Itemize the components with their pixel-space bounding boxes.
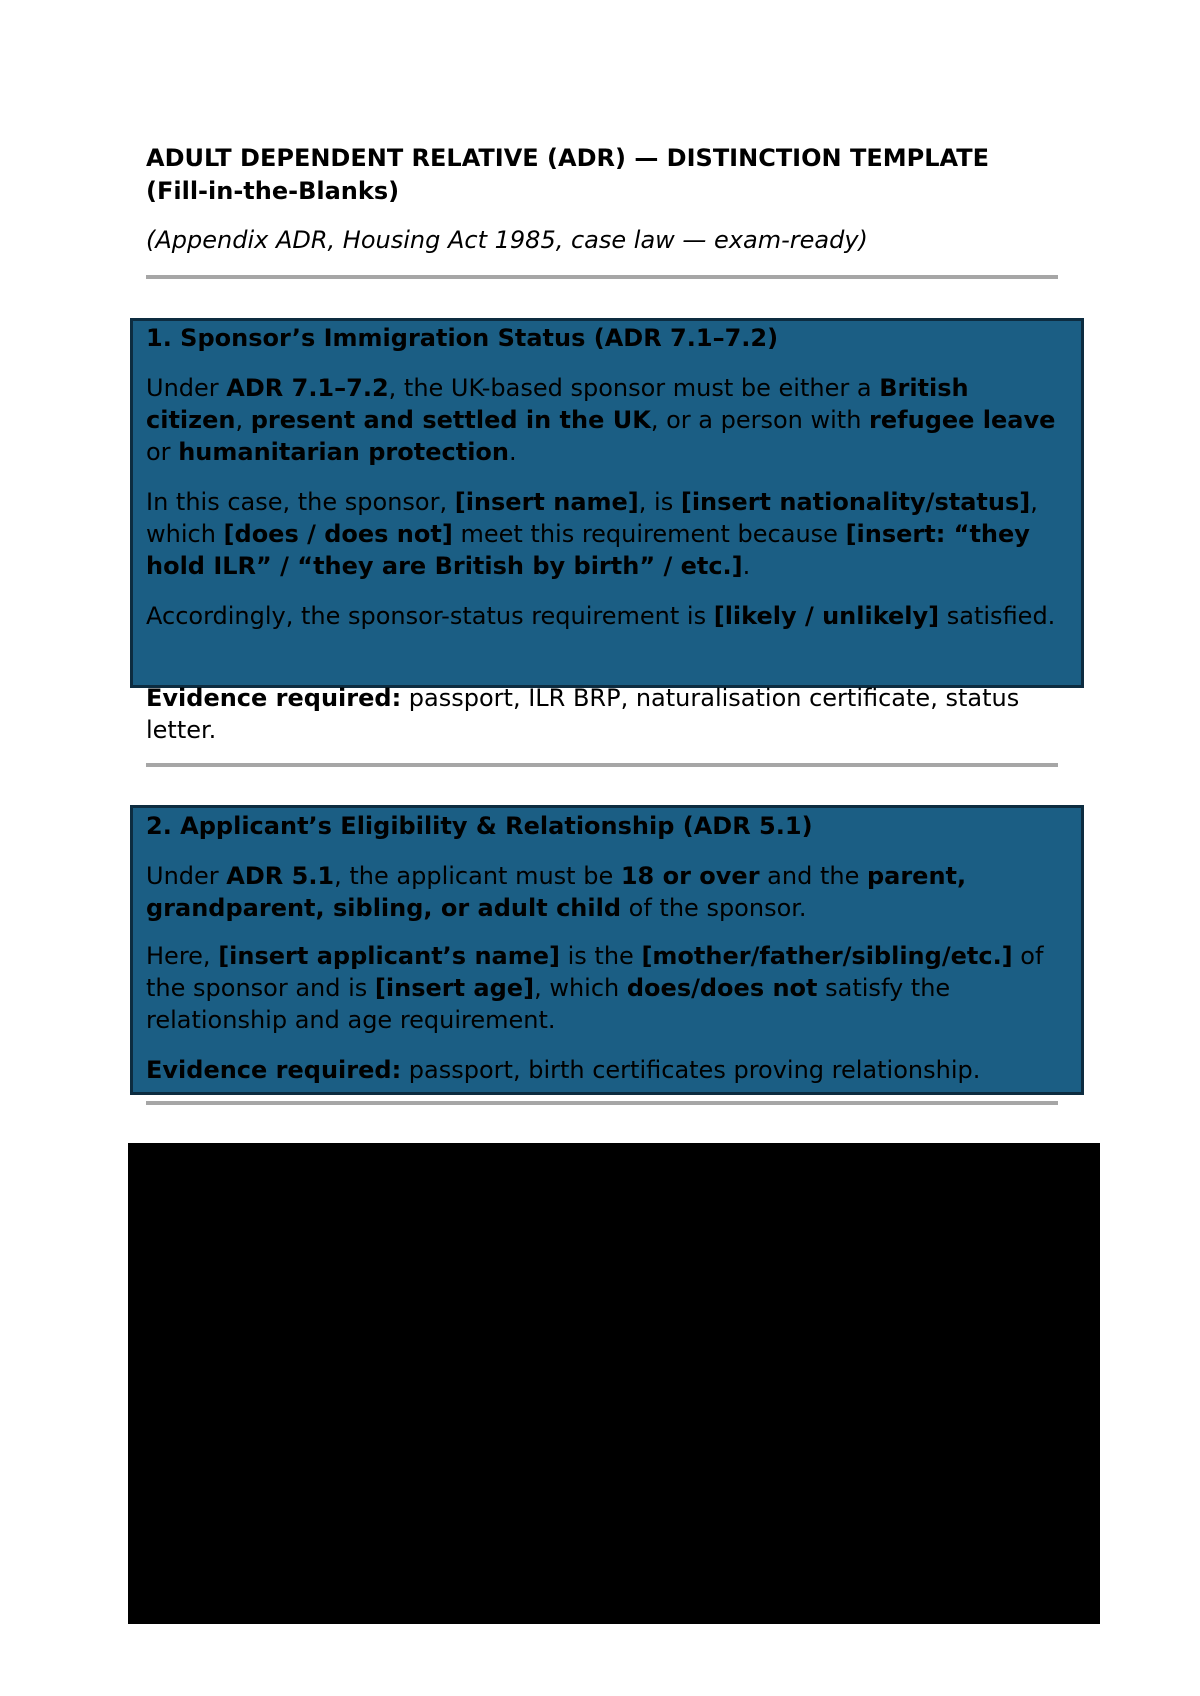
title-line-2: (Fill-in-the-Blanks) (146, 177, 400, 205)
divider (146, 1101, 1058, 1105)
section-1-heading: 1. Sponsor’s Immigration Status (ADR 7.1–7.2) (146, 324, 779, 352)
page-subtitle: (Appendix ADR, Housing Act 1985, case law — exam-ready) (146, 226, 868, 254)
evidence-label: Evidence required: (146, 684, 402, 712)
section-1-paragraph-2: In this case, the sponsor, [insert name], is [insert nationality/status], which [does / does not] meet this requirement because [insert: “they hold ILR” / “they are British by birth” / etc.]. (146, 488, 1038, 580)
divider (146, 763, 1058, 767)
section-2-evidence: Evidence required: passport, birth certificates proving relationship. (146, 1056, 981, 1084)
page-title (146, 142, 1046, 208)
title-line-1: ADULT DEPENDENT RELATIVE (ADR) — DISTINCTION TEMPLATE (146, 144, 989, 172)
redaction-block (128, 1143, 1100, 1624)
evidence-label: Evidence required: (146, 1056, 402, 1084)
divider (146, 275, 1058, 279)
section-1-paragraph-1: Under ADR 7.1–7.2, the UK-based sponsor must be either a British citizen, present and settled in the UK, or a person with refugee leave or humanitarian protection. (146, 374, 1056, 466)
section-1-evidence: Evidence required: passport, ILR BRP, naturalisation certificate, status letter. (146, 684, 1020, 744)
section-2-paragraph-1: Under ADR 5.1, the applicant must be 18 or over and the parent, grandparent, sibling, or adult child of the sponsor. (146, 862, 967, 922)
section-2-heading: 2. Applicant’s Eligibility & Relationship (ADR 5.1) (146, 812, 813, 840)
section-2-paragraph-2: Here, [insert applicant’s name] is the [mother/father/sibling/etc.] of the sponsor and is [insert age], which does/does not satisfy the relationship and age requirement. (146, 942, 1044, 1034)
section-1-paragraph-3: Accordingly, the sponsor-status requirement is [likely / unlikely] satisfied. (146, 602, 1056, 630)
